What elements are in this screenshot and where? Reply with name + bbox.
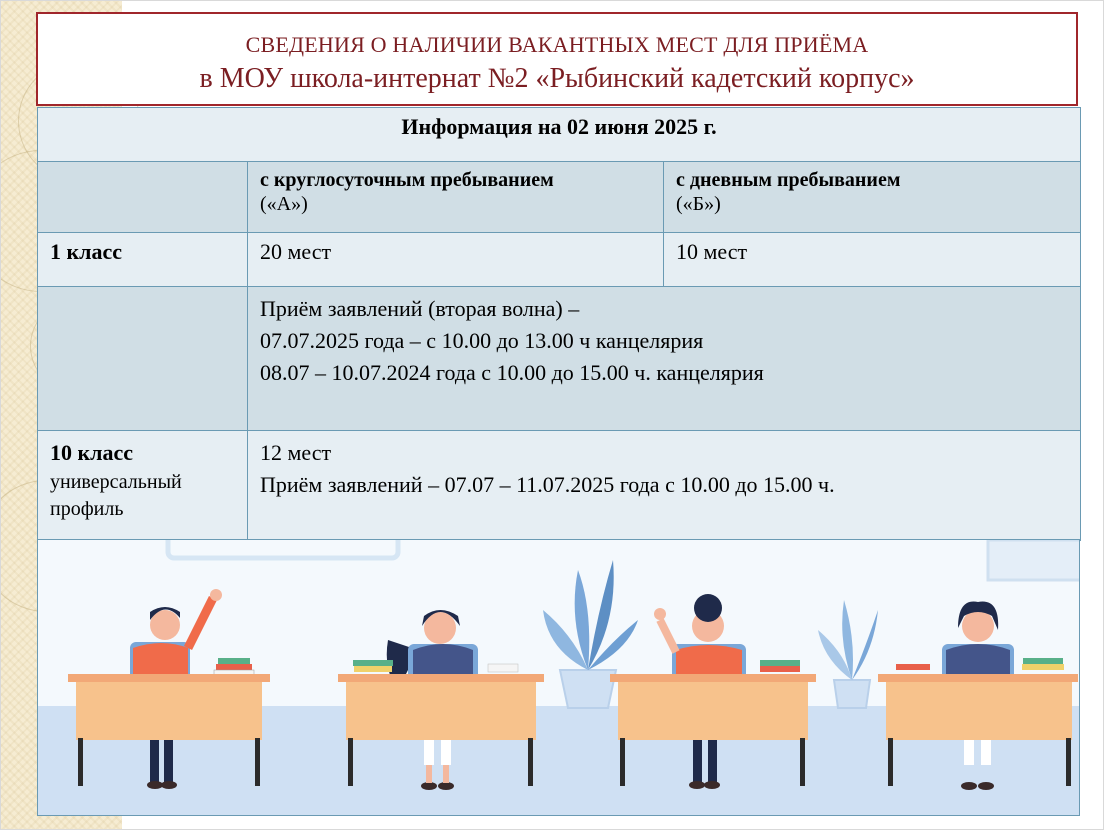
- column-a-title: с круглосуточным пребыванием: [260, 169, 554, 191]
- column-header-a: [248, 162, 664, 233]
- table-row: [38, 287, 1081, 431]
- table-header: Информация на 02 июня 2025 г.: [38, 108, 1081, 162]
- grade-10-label: 10 класс: [50, 440, 134, 465]
- grade-1-seats-b: 10 мест: [664, 233, 1081, 287]
- column-header-row: [38, 162, 1081, 233]
- grade-1-label: 1 класс: [38, 233, 248, 287]
- column-header-b: [664, 162, 1081, 233]
- title-line-2: в МОУ школа-интернат №2 «Рыбинский кадетский корпус»: [199, 63, 915, 94]
- empty-cell: [38, 162, 248, 233]
- grade-10-label-cell: [38, 431, 248, 541]
- classroom-icon: [38, 540, 1079, 815]
- books-icon: [760, 660, 800, 672]
- grade-10-seats: 12 мест: [260, 440, 332, 465]
- title-line-1: СВЕДЕНИЯ О НАЛИЧИИ ВАКАНТНЫХ МЕСТ ДЛЯ ПРИЁМА: [245, 32, 869, 57]
- grade-10-profile: универсальный: [50, 471, 182, 493]
- table-row: [38, 431, 1081, 541]
- grade-1-seats-a: 20 мест: [248, 233, 664, 287]
- books-icon: [214, 658, 254, 676]
- column-a-code: («А»): [260, 193, 308, 215]
- column-b-title: с дневным пребыванием: [676, 169, 901, 191]
- table-row: [38, 233, 1081, 287]
- column-b-code: («Б»): [676, 193, 721, 215]
- title-box: [36, 12, 1078, 106]
- applications-line: 08.07 – 10.07.2024 года с 10.00 до 15.00 ч. канцелярия: [260, 360, 764, 385]
- table-header-row: [38, 108, 1081, 162]
- classroom-illustration: [37, 539, 1080, 816]
- applications-line: 07.07.2025 года – с 10.00 до 13.00 ч канцелярия: [260, 328, 704, 353]
- grade-10-profile: профиль: [50, 498, 124, 520]
- applications-cell: [248, 287, 1081, 431]
- grade-10-applications: Приём заявлений – 07.07 – 11.07.2025 года с 10.00 до 15.00 ч.: [260, 472, 835, 497]
- applications-line: Приём заявлений (вторая волна) –: [260, 296, 580, 321]
- vacancy-table: [37, 107, 1081, 541]
- grade-10-info-cell: [248, 431, 1081, 541]
- empty-cell: [38, 287, 248, 431]
